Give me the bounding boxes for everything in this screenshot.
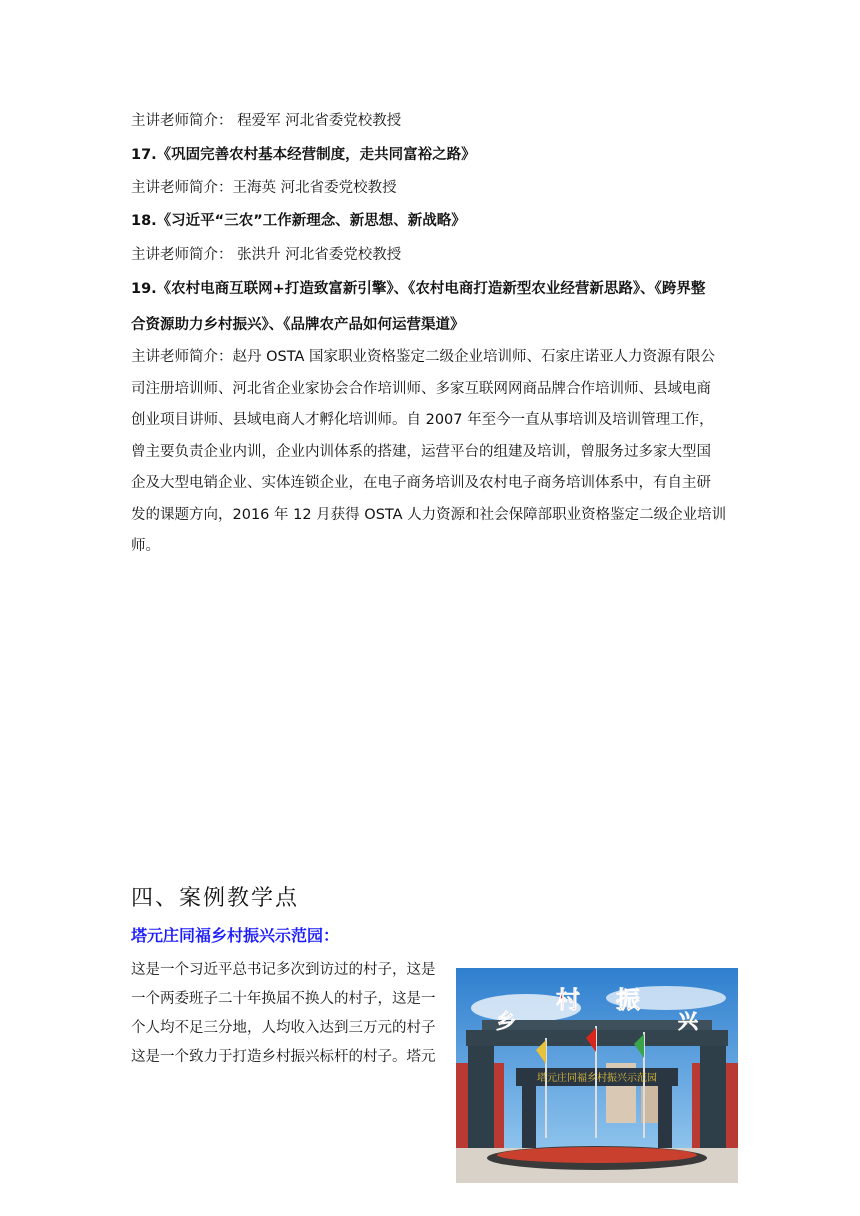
arch-char: 乡: [496, 1009, 516, 1033]
course16-teacher: 主讲老师简介： 程爱军 河北省委党校教授: [131, 113, 402, 129]
case-title: 塔元庄同福乡村振兴示范园：: [131, 926, 340, 945]
course19-title-line2: 合资源助力乡村振兴》、《品牌农产品如何运营渠道》: [131, 317, 465, 333]
bio-line: 企及大型电销企业、实体连锁企业，在电子商务培训及农村电子商务培训体系中，有自主研: [131, 475, 711, 491]
section4-heading: 四、案例教学点: [131, 886, 300, 911]
course17-teacher: 主讲老师简介：王海英 河北省委党校教授: [131, 180, 397, 196]
course19-teacher-bio: [131, 342, 731, 563]
case-line: 一个两委班子二十年换届不换人的村子，这是一: [131, 991, 436, 1007]
course18-title: 18.《习近平“三农”工作新理念、新思想、新战略》: [131, 213, 466, 229]
case-description: [131, 956, 447, 1072]
case-line: 个人均不足三分地，人均收入达到三万元的村子: [131, 1020, 436, 1036]
arch-char: 村: [556, 985, 580, 1014]
course18-teacher: 主讲老师简介： 张洪升 河北省委党校教授: [131, 247, 402, 263]
village-gate-photo: [456, 968, 738, 1183]
arch-char: 振: [616, 985, 640, 1014]
bio-line: 发的课题方向，2016 年 12 月获得 OSTA 人力资源和社会保障部职业资格鉴定二级企业培训: [131, 506, 727, 523]
bio-line: 师。: [131, 538, 160, 554]
bio-line: 曾主要负责企业内训，企业内训体系的搭建，运营平台的组建及培训，曾服务过多家大型国: [131, 443, 711, 460]
bio-line: 主讲老师简介：赵丹 OSTA 国家职业资格鉴定二级企业培训师、石家庄诺亚人力资源有限公: [131, 349, 715, 365]
bio-line: 创业项目讲师、县域电商人才孵化培训师。自 2007 年至今一直从事培训及培训管理工作，: [131, 412, 714, 428]
course19-title-line1: 19.《农村电商互联网+打造致富新引擎》、《农村电商打造新型农业经营新思路》、《跨界整: [131, 281, 706, 297]
bio-line: 司注册培训师、河北省企业家协会合作培训师、多家互联网网商品牌合作培训师、县域电商: [131, 380, 711, 397]
case-line: 这是一个习近平总书记多次到访过的村子，这是: [131, 962, 436, 978]
course17-title: 17.《巩固完善农村基本经营制度，走共同富裕之路》: [131, 147, 476, 163]
arch-char: 兴: [678, 1009, 698, 1033]
case-line: 这是一个致力于打造乡村振兴标杆的村子。塔元: [131, 1049, 436, 1065]
gate-sign: 塔元庄同福乡村振兴示范园: [537, 1073, 657, 1084]
